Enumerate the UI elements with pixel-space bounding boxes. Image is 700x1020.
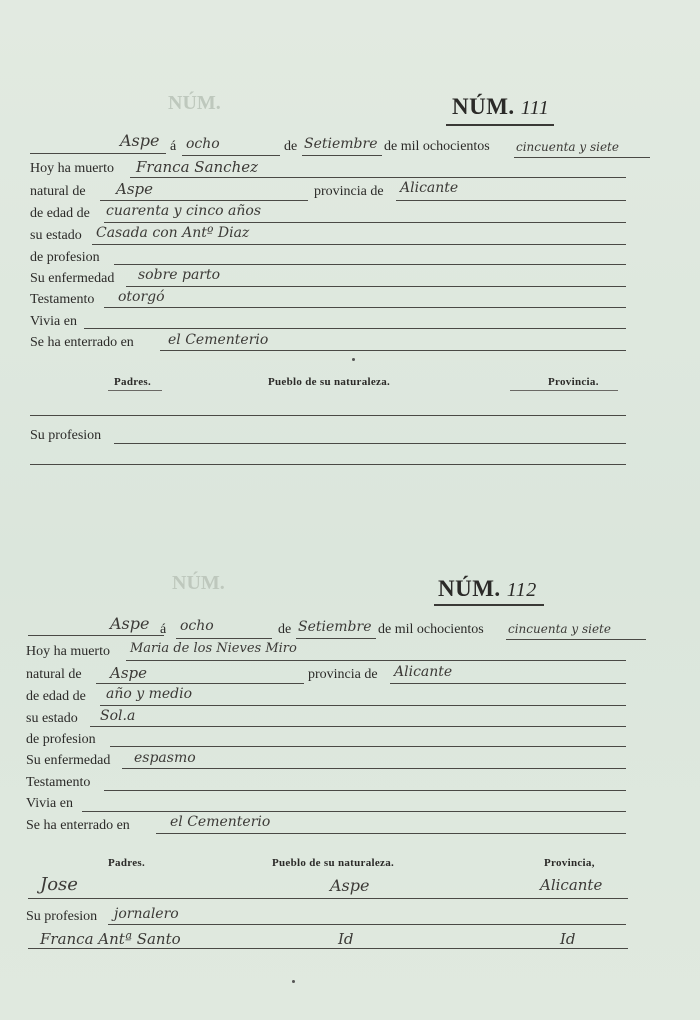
- place-hw: Aspe: [110, 614, 150, 633]
- death-record-112: [0, 500, 700, 1020]
- enfermedad-hw: espasmo: [134, 750, 196, 766]
- vivia-line: [84, 328, 626, 329]
- col-provincia-rule: [510, 390, 618, 391]
- natural-label: natural de: [30, 184, 86, 199]
- edad-line: [100, 705, 626, 706]
- enterrado-hw: el Cementerio: [168, 332, 269, 348]
- day-prefix: á: [170, 139, 177, 154]
- muerto-line: [126, 660, 626, 661]
- bleed-through-number: NÚM.: [168, 92, 221, 114]
- bottom-mid-hw: Id: [338, 930, 354, 948]
- number-underline: [446, 124, 554, 126]
- col-padres: Padres.: [108, 857, 146, 869]
- record-number: [438, 576, 537, 602]
- col-padres-rule: [108, 390, 162, 391]
- place-line: [30, 153, 166, 154]
- edad-hw: cuarenta y cinco años: [106, 203, 262, 219]
- enfermedad-line: [122, 768, 626, 769]
- profesion-label: de profesion: [30, 250, 100, 265]
- col-provincia: Provincia,: [544, 857, 595, 869]
- year-prefix: de mil ochocientos: [378, 622, 484, 637]
- vivia-label: Vivia en: [30, 314, 77, 329]
- enterrado-label: Se ha enterrado en: [30, 335, 134, 350]
- number-value: 111: [520, 97, 550, 119]
- muerto-hw: Maria de los Nieves Miro: [130, 641, 297, 656]
- provincia-hw: Alicante: [394, 664, 453, 680]
- bottom-line: [30, 464, 626, 465]
- edad-label: de edad de: [30, 206, 90, 221]
- natural-hw: Aspe: [116, 180, 154, 198]
- provincia-label: provincia de: [314, 184, 384, 199]
- estado-label: su estado: [26, 711, 78, 726]
- enterrado-label: Se ha enterrado en: [26, 818, 130, 833]
- month-line: [296, 638, 376, 639]
- year-line: [514, 157, 650, 158]
- record-number: [452, 94, 549, 120]
- bottom-left-hw: Franca Antª Santo: [40, 930, 181, 948]
- edad-label: de edad de: [26, 689, 86, 704]
- enterrado-hw: el Cementerio: [170, 814, 271, 830]
- edad-hw: año y medio: [106, 686, 193, 702]
- su-profesion-line: [114, 443, 626, 444]
- enfermedad-line: [126, 286, 626, 287]
- day-line: [182, 155, 280, 156]
- natural-hw: Aspe: [110, 664, 148, 682]
- muerto-label: Hoy ha muerto: [30, 161, 114, 176]
- col-pueblo: Pueblo de su naturaleza.: [268, 376, 391, 388]
- year-hw: cincuenta y siete: [516, 140, 619, 154]
- parents-line: [28, 898, 628, 899]
- estado-line: [90, 726, 626, 727]
- col-padres: Padres.: [114, 376, 152, 388]
- profesion-line: [114, 264, 626, 265]
- testamento-line: [104, 307, 626, 308]
- bottom-right-hw: Id: [560, 930, 576, 948]
- enfermedad-hw: sobre parto: [138, 267, 221, 283]
- enterrado-line: [156, 833, 626, 834]
- ink-dot: [352, 358, 355, 361]
- padres-hw: Jose: [40, 874, 78, 895]
- testamento-line: [104, 790, 626, 791]
- year-line: [506, 639, 646, 640]
- day-prefix: á: [160, 622, 167, 637]
- day-hw: ocho: [186, 136, 220, 152]
- enterrado-line: [160, 350, 626, 351]
- profesion-label: de profesion: [26, 732, 96, 747]
- month-line: [302, 155, 382, 156]
- provincia-line: [390, 683, 626, 684]
- su-profesion-label: Su profesion: [30, 428, 102, 443]
- pueblo-hw: Aspe: [330, 876, 370, 895]
- bleed-through-number: NÚM.: [172, 572, 225, 594]
- vivia-label: Vivia en: [26, 796, 73, 811]
- year-prefix: de mil ochocientos: [384, 139, 490, 154]
- month-hw: Setiembre: [304, 136, 378, 152]
- estado-line: [92, 244, 626, 245]
- muerto-label: Hoy ha muerto: [26, 644, 110, 659]
- testamento-label: Testamento: [26, 775, 91, 790]
- number-underline: [434, 604, 544, 606]
- provincia-parents-hw: Alicante: [540, 876, 603, 894]
- testamento-hw: otorgó: [118, 289, 165, 305]
- estado-hw: Sol.a: [100, 708, 136, 724]
- year-hw: cincuenta y siete: [508, 622, 611, 636]
- place-line: [28, 635, 164, 636]
- estado-hw: Casada con Antº Diaz: [96, 225, 250, 241]
- month-prefix: de: [284, 139, 298, 154]
- number-label: NÚM.: [438, 576, 501, 601]
- place-hw: Aspe: [120, 131, 160, 150]
- month-hw: Setiembre: [298, 619, 372, 635]
- provincia-label: provincia de: [308, 667, 378, 682]
- testamento-label: Testamento: [30, 292, 95, 307]
- provincia-hw: Alicante: [400, 180, 459, 196]
- bottom-line: [28, 948, 628, 949]
- number-label: NÚM.: [452, 94, 515, 119]
- ink-dot: [292, 980, 295, 983]
- profesion-line: [110, 746, 626, 747]
- day-hw: ocho: [180, 618, 214, 634]
- su-profesion-hw: jornalero: [114, 906, 179, 922]
- su-profesion-label: Su profesion: [26, 909, 98, 924]
- col-provincia: Provincia.: [548, 376, 599, 388]
- enfermedad-label: Su enfermedad: [26, 753, 111, 768]
- provincia-line: [396, 200, 626, 201]
- natural-line: [96, 683, 304, 684]
- edad-line: [104, 222, 626, 223]
- day-line: [176, 638, 272, 639]
- enfermedad-label: Su enfermedad: [30, 271, 115, 286]
- natural-label: natural de: [26, 667, 82, 682]
- death-record-111: [0, 0, 700, 500]
- month-prefix: de: [278, 622, 292, 637]
- muerto-hw: Franca Sanchez: [136, 158, 259, 176]
- col-pueblo: Pueblo de su naturaleza.: [272, 857, 395, 869]
- su-profesion-line: [108, 924, 626, 925]
- number-value: 112: [506, 579, 537, 601]
- vivia-line: [82, 811, 626, 812]
- estado-label: su estado: [30, 228, 82, 243]
- natural-line: [100, 200, 308, 201]
- parents-line: [30, 415, 626, 416]
- muerto-line: [130, 177, 626, 178]
